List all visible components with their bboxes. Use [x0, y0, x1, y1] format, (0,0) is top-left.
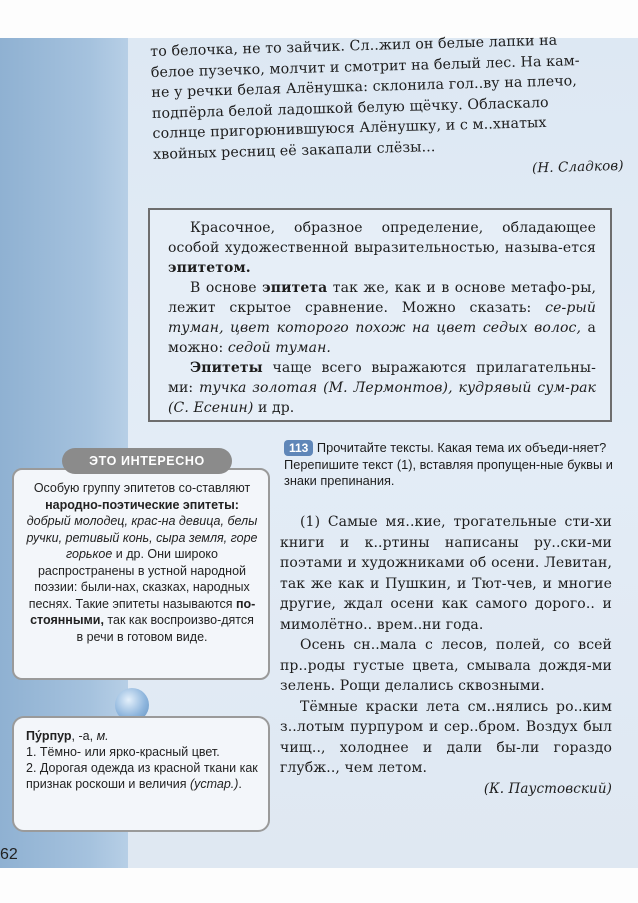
rule-definition-box — [148, 208, 612, 422]
task-paragraph-3: Тёмные краски лета см..нялись ро..ким з..лотым пурпуром и сер..бром. Воздух был чищ.., холоднее и дали бы-ли гораздо глубж.., чем летом. — [280, 698, 612, 776]
rule-paragraph-3 — [168, 358, 596, 418]
interesting-bold: по-стоянными, — [30, 596, 256, 627]
example-italic: тучка золотая (М. Лермонтов), кудрявый сум-рак (С. Есенин) — [168, 380, 596, 416]
interesting-italic: добрый молодец, крас-на девица, белы ручки, ретивый конь, сыра земля, горе горькое — [26, 514, 258, 561]
rule-text-span: чаще всего выражаются прилагательны-ми: — [168, 360, 596, 396]
rule-paragraph-1 — [168, 218, 596, 278]
excerpt-line: хвойных ресниц её закапали слёзы... — [152, 138, 436, 163]
rule-text-span: и др. — [253, 400, 295, 416]
interesting-span: Особую группу эпитетов со-ставляют — [33, 481, 251, 495]
rule-text-span: так же, как и в основе метафо-ры, лежит скрытое сравнение. Можно сказать: — [168, 280, 596, 316]
excerpt-attribution: (Н. Сладков) — [531, 157, 624, 177]
excerpt-line: не у речки белая Алёнушка: склонила гол..ву на плечо, — [151, 73, 578, 101]
rule-text-span: В основе — [190, 280, 263, 296]
excerpt-line: солнце пригорюнившуюся Алёнушку, и с м..хнатых — [152, 114, 547, 142]
rule-text-span: а можно: — [168, 320, 596, 356]
interesting-bold: народно-поэтические эпитеты: — [45, 497, 239, 512]
excerpt-line: подпёрла белой ладошкой белую щёчку. Обласкало — [151, 94, 549, 122]
interesting-span: так как воспроизво-дятся в речи в готовом виде. — [76, 613, 254, 644]
term-epithet: эпитетом. — [168, 260, 251, 276]
dictionary-def-span: . — [238, 777, 242, 791]
example-italic: седой туман. — [227, 340, 331, 356]
task-number-badge: 113 — [284, 440, 313, 456]
top-excerpt — [150, 29, 624, 190]
task-attribution: (К. Паустовский) — [483, 780, 612, 797]
dictionary-box — [12, 716, 270, 832]
dictionary-grammar: , -а, — [71, 729, 97, 743]
dictionary-definition-2 — [26, 760, 258, 792]
example-italic: се-рый туман, цвет которого похож на цвет седых волос, — [168, 300, 596, 336]
task-instruction-text: Прочитайте тексты. Какая тема их объеди-няет? Перепишите текст (1), вставляя пропущен-ные буквы и знаки препинания. — [284, 440, 613, 488]
bottom-margin — [0, 868, 638, 903]
page-number: 62 — [0, 846, 18, 863]
task-instruction — [284, 440, 614, 490]
task-paragraph-2: Осень сн..мала с лесов, полей, со всей пр..роды густые цвета, смывала дождя-ми зелень. Рощи делались сквозными. — [280, 637, 612, 694]
dictionary-text — [26, 728, 258, 792]
excerpt-line: то белочка, не то зайчик. Сл..жил он белые лапки на — [150, 32, 558, 60]
interesting-span: и др. Они широко распространены в устной народной поэзии: были-нах, сказках, народных песнях. Такие эпитеты называются — [28, 547, 250, 611]
rule-text-span: Красочное, образное определение, обладающее особой художественной выразительностью, называ-ется — [168, 220, 596, 256]
task-paragraph-1: (1) Самые мя..кие, трогательные сти-хи книги и к..ртины написаны ру..ски-ми поэтами и художниками об осени. Левитан, так же как и Пушкин, и Тют-чев, и многие другие, ждал осени как самого дорого.. и мимолётно.. врем..ни года. — [280, 514, 612, 633]
term-epithet: эпитета — [262, 280, 328, 296]
term-epithets: Эпитеты — [190, 360, 263, 376]
dictionary-gender: м. — [96, 729, 109, 743]
rule-paragraph-2 — [168, 278, 596, 358]
task-text-1 — [280, 512, 612, 799]
interesting-text — [26, 480, 258, 645]
dictionary-def-span: 2. Дорогая одежда из красной ткани как признак роскоши и величия — [26, 761, 258, 791]
dictionary-headword-line — [26, 728, 258, 744]
excerpt-line: белое пузечко, молчит и смотрит на белый лес. На кам- — [150, 52, 580, 81]
interesting-badge: ЭТО ИНТЕРЕСНО — [62, 448, 232, 474]
interesting-sidebar — [12, 454, 270, 680]
rule-text — [168, 218, 596, 418]
dictionary-note: (устар.) — [189, 777, 239, 791]
dictionary-definition-1: 1. Тёмно- или ярко-красный цвет. — [26, 745, 220, 759]
dictionary-headword: Пу́рпур — [26, 729, 72, 743]
